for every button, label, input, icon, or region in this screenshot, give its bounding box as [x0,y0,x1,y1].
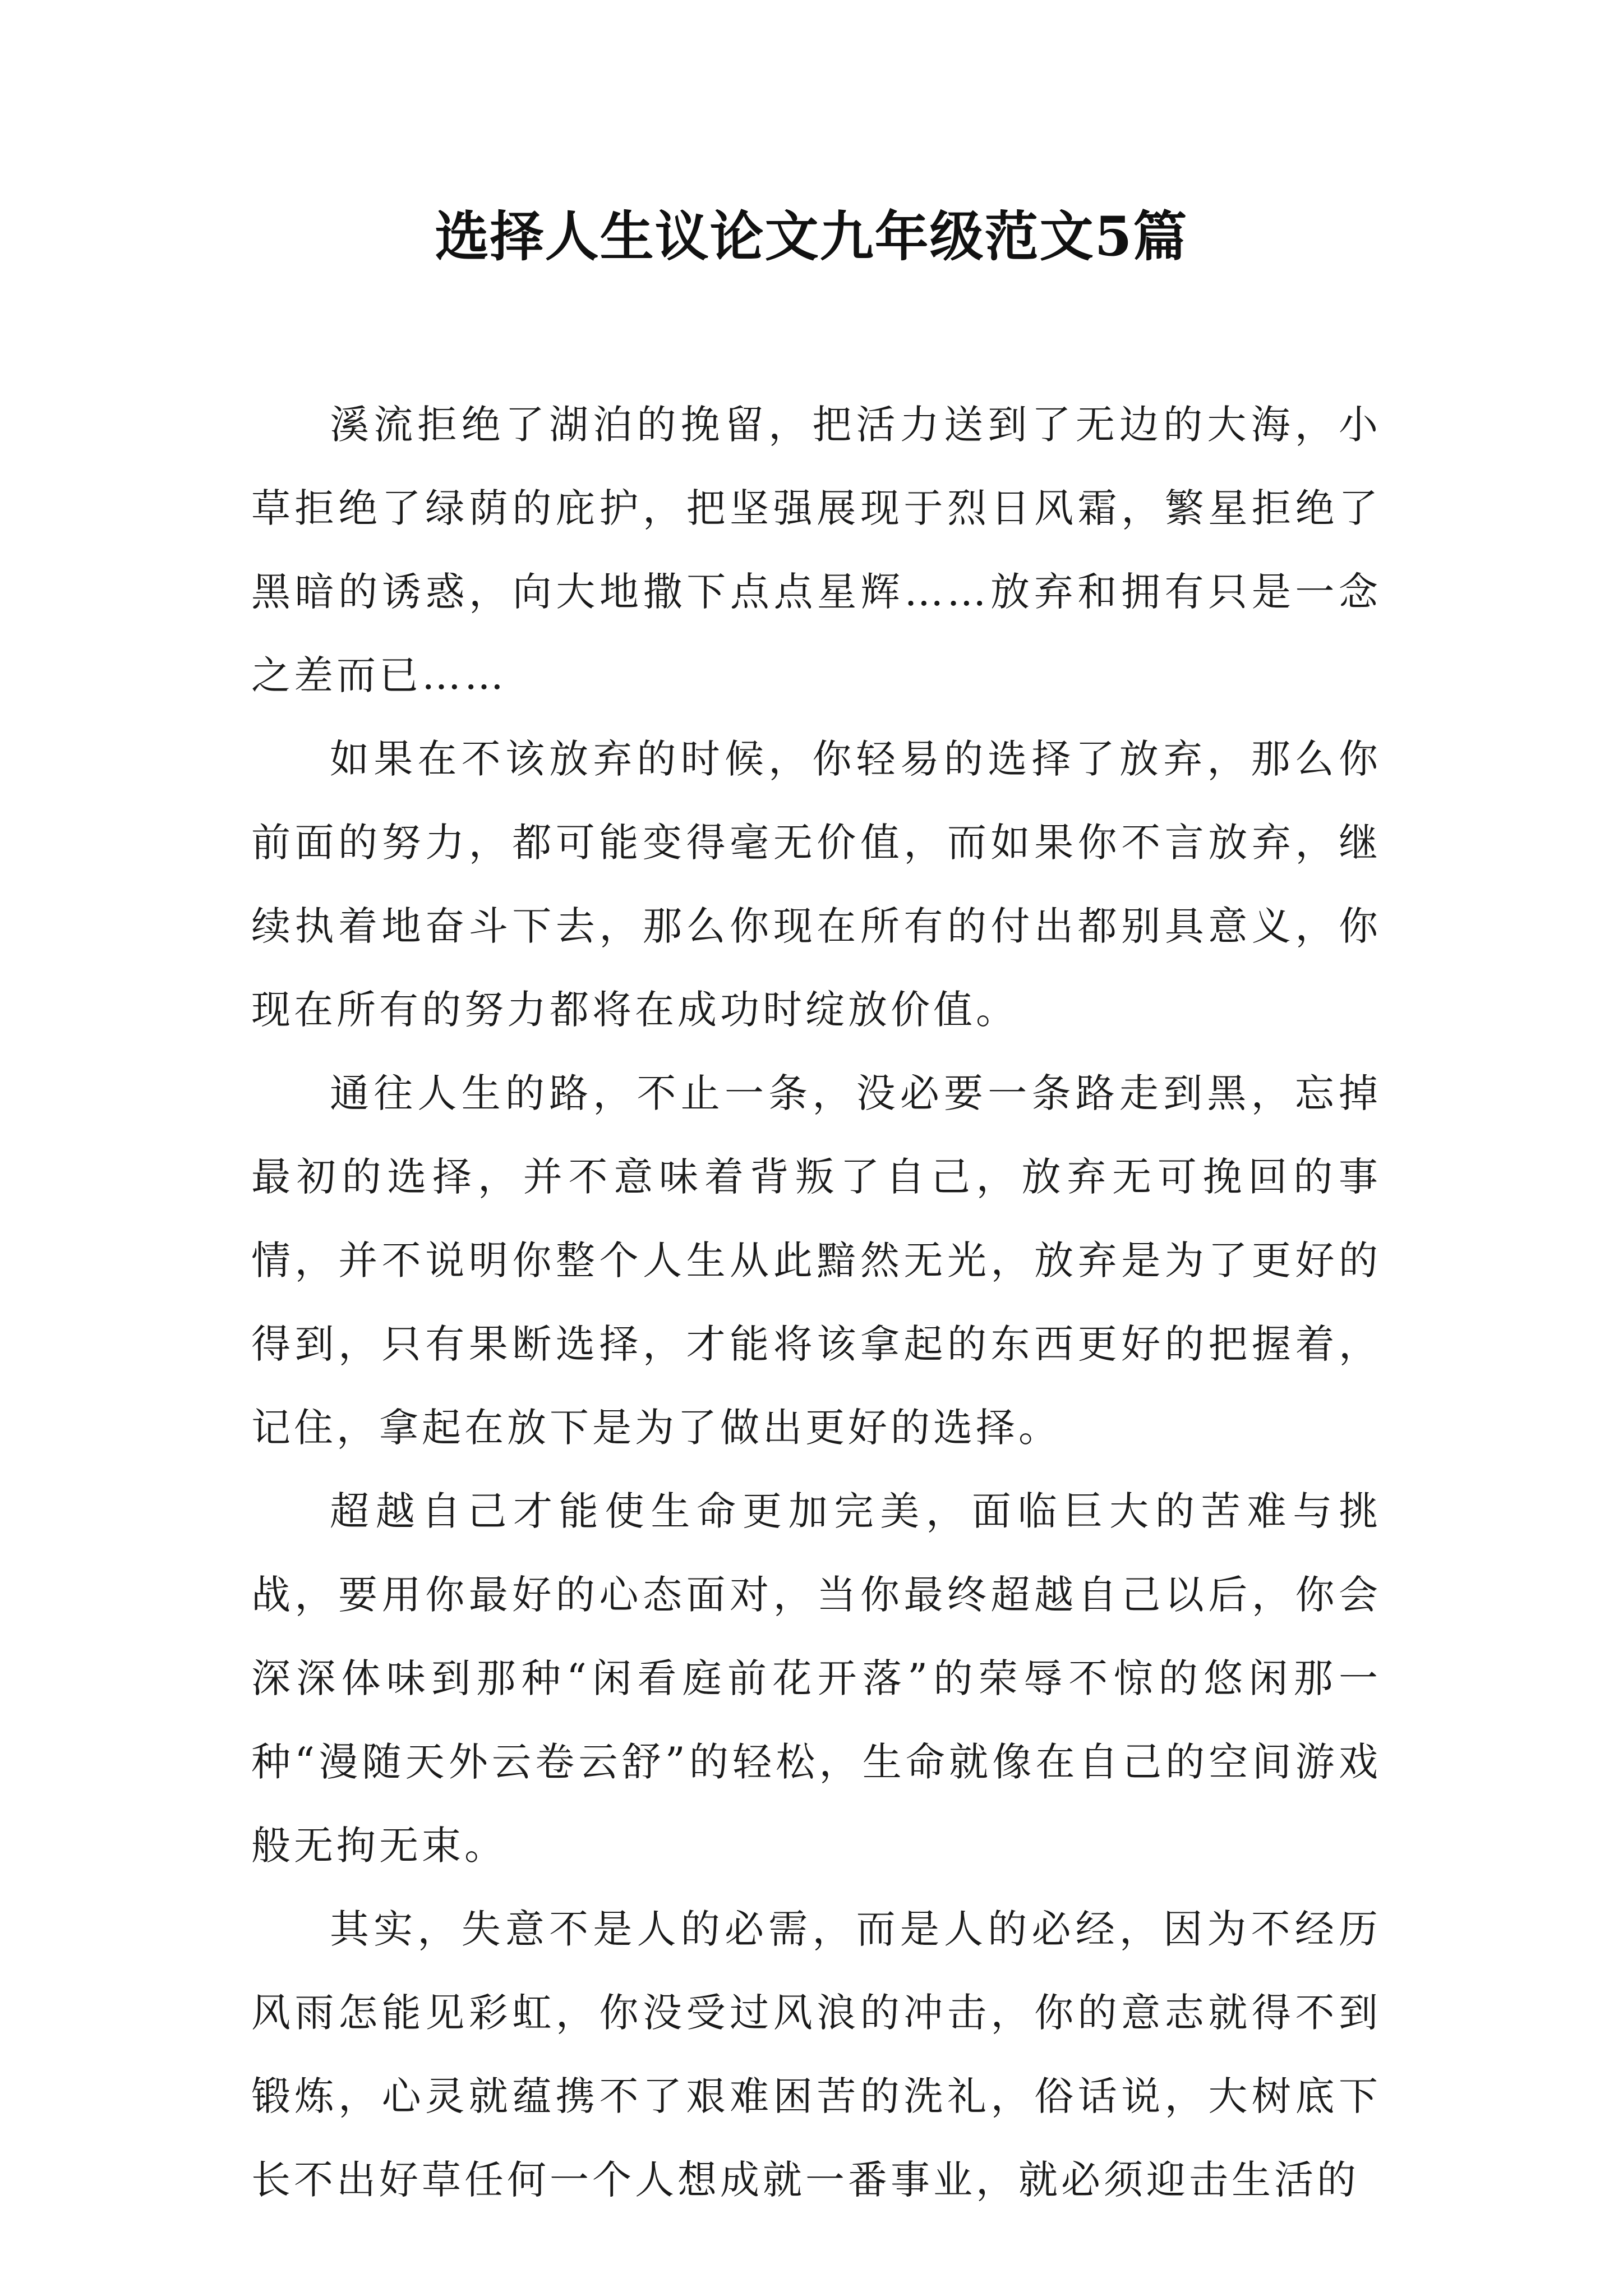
paragraph-2: 如果在不该放弃的时候，你轻易的选择了放弃，那么你前面的努力，都可能变得毫无价值，而如果你不言放弃，继续执着地奋斗下去，那么你现在所有的付出都别具意义，你现在所有的努力都将在成功时绽放价值。 [251,736,1381,1033]
paragraph-3: 通往人生的路，不止一条，没必要一条路走到黑，忘掉最初的选择，并不意味着背叛了自己，放弃无可挽回的事情，并不说明你整个人生从此黯然无光，放弃是为了更好的得到，只有果断选择，才能将该拿起的东西更好的把握着，记住，拿起在放下是为了做出更好的选择。 [251,1070,1381,1451]
document-body [251,383,1381,2222]
paragraph-5: 其实，失意不是人的必需，而是人的必经，因为不经历风雨怎能见彩虹，你没受过风浪的冲击，你的意志就得不到锻炼，心灵就蕴携不了艰难困苦的洗礼，俗话说，大树底下长不出好草任何一个人想成就一番事业，就必须迎击生活的 [251,1906,1381,2203]
paragraph-1: 溪流拒绝了湖泊的挽留，把活力送到了无边的大海，小草拒绝了绿荫的庇护，把坚强展现于烈日风霜，繁星拒绝了黑暗的诱惑，向大地撒下点点星辉……放弃和拥有只是一念之差而已…… [251,402,1381,698]
paragraph-4: 超越自己才能使生命更加完美，面临巨大的苦难与挑战，要用你最好的心态面对，当你最终超越自己以后，你会深深体味到那种“闲看庭前花开落”的荣辱不惊的悠闲那一种“漫随天外云卷云舒”的轻松，生命就像在自己的空间游戏般无拘无束。 [251,1488,1381,1869]
document-title: 选择人生议论文九年级范文5篇 [435,205,1188,268]
